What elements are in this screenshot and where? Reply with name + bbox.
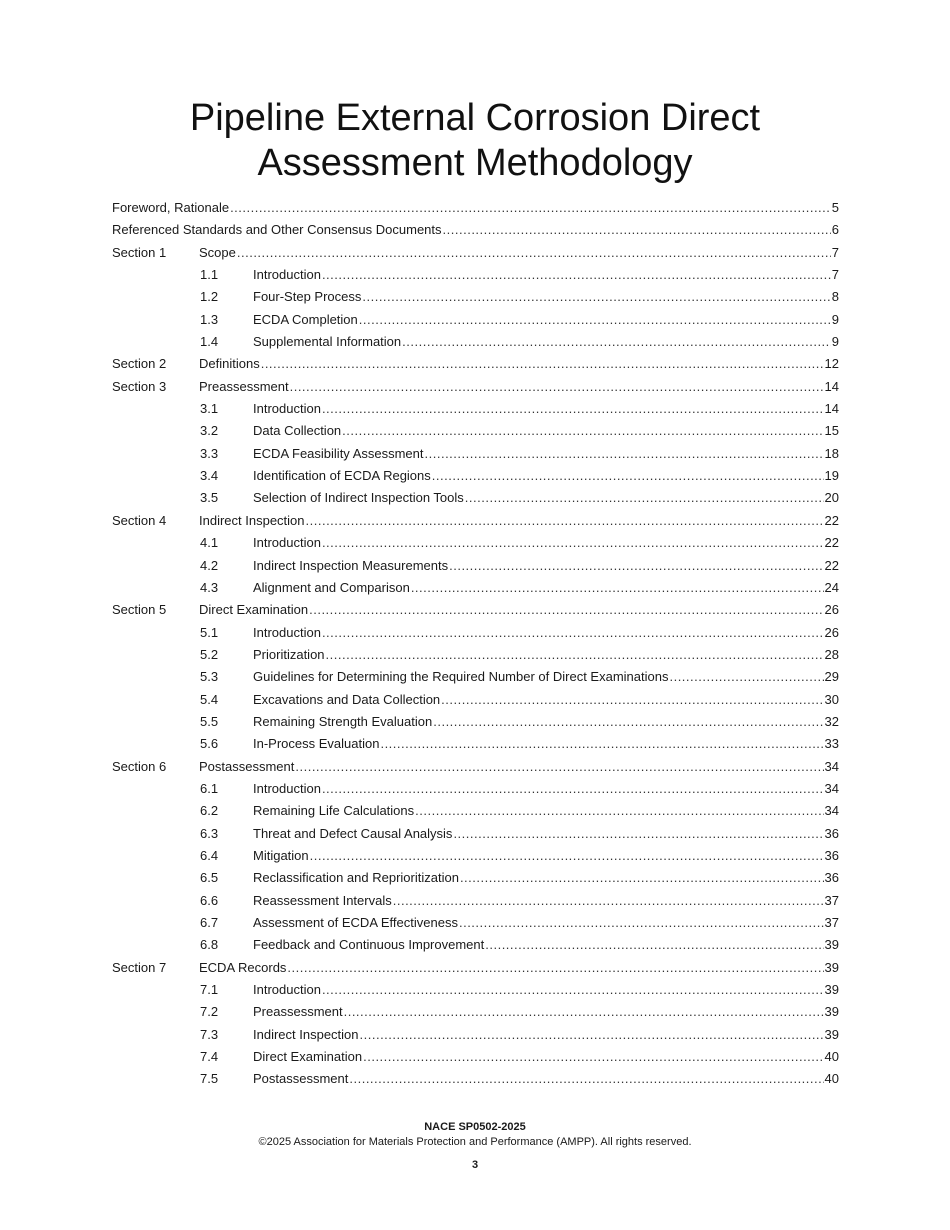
- toc-entry[interactable]: [112, 510, 839, 532]
- toc-subsection-number: 3.1: [200, 401, 219, 417]
- toc-subsection-number: 5.3: [200, 669, 219, 685]
- toc-subsection-number: 4.2: [200, 557, 219, 573]
- dot-leader: [310, 845, 824, 867]
- toc-entry-line: [253, 443, 839, 465]
- toc-page-number: 9: [831, 311, 839, 327]
- toc-subsection-number: 5.2: [200, 646, 219, 662]
- toc-entry-title: ECDA Feasibility Assessment: [253, 445, 424, 461]
- toc-page-number: 30: [824, 691, 839, 707]
- toc-entry-line: [199, 957, 839, 979]
- toc-page-number: 39: [824, 1004, 839, 1020]
- toc-entry-line: [253, 1068, 839, 1090]
- toc-entry[interactable]: [112, 756, 839, 778]
- dot-leader: [344, 1001, 824, 1023]
- toc-entry-title: Introduction: [253, 982, 321, 998]
- dot-leader: [322, 264, 831, 286]
- toc-entry-title: Data Collection: [253, 423, 342, 439]
- toc-subsection-number: 6.6: [200, 892, 219, 908]
- toc-entry-line: [253, 890, 839, 912]
- toc-entry-title: Identification of ECDA Regions: [253, 468, 431, 484]
- toc-page-number: 5: [831, 200, 839, 215]
- toc-entry-line: [253, 711, 839, 733]
- toc-entry-title: Remaining Life Calculations: [253, 803, 415, 819]
- toc-entry[interactable]: [112, 555, 839, 577]
- toc-entry-line: [253, 867, 839, 889]
- toc-entry[interactable]: [112, 845, 839, 867]
- toc-entry-title: Indirect Inspection: [199, 512, 305, 528]
- toc-entry-title: Indirect Inspection Measurements: [253, 557, 449, 573]
- dot-leader: [449, 555, 823, 577]
- toc-entry-line: [253, 532, 839, 554]
- title-line-2: Assessment Methodology: [257, 142, 693, 184]
- document-title: [0, 96, 950, 186]
- toc-entry-line: [253, 666, 839, 688]
- toc-entry[interactable]: [112, 867, 839, 889]
- toc-page-number: 6: [831, 222, 839, 238]
- toc-entry[interactable]: [112, 778, 839, 800]
- toc-subsection-number: 6.2: [200, 803, 219, 819]
- toc-page-number: 28: [824, 646, 839, 662]
- toc-subsection-number: 4.1: [200, 535, 219, 551]
- dot-leader: [669, 666, 823, 688]
- toc-entry[interactable]: [112, 644, 839, 666]
- dot-leader: [443, 219, 831, 241]
- toc-entry-line: [253, 1024, 839, 1046]
- toc-page-number: 22: [824, 512, 839, 528]
- toc-page-number: 34: [824, 758, 839, 774]
- dot-leader: [322, 778, 824, 800]
- toc-entry-title: Feedback and Continuous Improvement: [253, 937, 485, 953]
- toc-entry-line: [199, 599, 839, 621]
- toc-entry[interactable]: [112, 487, 839, 509]
- toc-entry[interactable]: [112, 912, 839, 934]
- toc-subsection-number: 7.1: [200, 982, 219, 998]
- dot-leader: [485, 934, 823, 956]
- toc-section-label: Section 6: [112, 758, 167, 774]
- toc-page-number: 32: [824, 713, 839, 729]
- toc-subsection-number: 3.5: [200, 490, 219, 506]
- toc-entry-title: Referenced Standards and Other Consensus Documents: [112, 222, 442, 238]
- toc-subsection-number: 7.5: [200, 1071, 219, 1087]
- toc-subsection-number: 1.4: [200, 334, 219, 350]
- toc-page-number: 33: [824, 736, 839, 752]
- toc-section-label: Section 4: [112, 512, 167, 528]
- toc-subsection-number: 1.2: [200, 289, 219, 305]
- toc-entry-title: Definitions: [199, 356, 260, 372]
- dot-leader: [425, 443, 824, 465]
- toc-entry-title: Excavations and Data Collection: [253, 691, 441, 707]
- toc-entry[interactable]: [112, 733, 839, 755]
- dot-leader: [360, 1024, 824, 1046]
- toc-page-number: 14: [824, 378, 839, 394]
- toc-page-number: 8: [831, 289, 839, 305]
- dot-leader: [261, 353, 824, 375]
- toc-entry-line: [253, 934, 839, 956]
- toc-entry-line: [253, 823, 839, 845]
- toc-entry-line: [199, 756, 839, 778]
- toc-page-number: 40: [824, 1049, 839, 1065]
- dot-leader: [326, 644, 824, 666]
- dot-leader: [459, 912, 824, 934]
- toc-entry[interactable]: [112, 376, 839, 398]
- toc-entry[interactable]: [112, 1024, 839, 1046]
- dot-leader: [460, 867, 824, 889]
- dot-leader: [402, 331, 831, 353]
- toc-entry-title: Postassessment: [199, 758, 295, 774]
- toc-page-number: 26: [824, 602, 839, 618]
- page-number: 3: [471, 1159, 479, 1171]
- dot-leader: [309, 599, 823, 621]
- toc-entry-line: [253, 465, 839, 487]
- toc-page-number: 37: [824, 915, 839, 930]
- toc-entry-line: [253, 331, 839, 353]
- dot-leader: [433, 711, 823, 733]
- toc-subsection-number: 5.4: [200, 691, 219, 707]
- toc-entry[interactable]: [112, 711, 839, 733]
- toc-entry[interactable]: [112, 823, 839, 845]
- toc-entry-title: ECDA Completion: [253, 311, 358, 327]
- toc-entry-title: Supplemental Information: [253, 334, 402, 350]
- toc-entry[interactable]: [112, 1001, 839, 1023]
- toc-subsection-number: 4.3: [200, 579, 219, 595]
- toc-subsection-number: 6.5: [200, 870, 219, 886]
- toc-entry[interactable]: [112, 197, 839, 219]
- toc-entry-line: [253, 979, 839, 1001]
- toc-page-number: 19: [824, 468, 839, 484]
- toc-entry-title: Introduction: [253, 780, 321, 796]
- toc-subsection-number: 5.6: [200, 736, 219, 752]
- toc-entry[interactable]: [112, 443, 839, 465]
- toc-entry-line: [253, 622, 839, 644]
- toc-page-number: 7: [831, 244, 839, 260]
- toc-entry[interactable]: [112, 979, 839, 1001]
- toc-page-number: 40: [824, 1071, 839, 1087]
- toc-entry[interactable]: [112, 532, 839, 554]
- toc-entry[interactable]: [112, 890, 839, 912]
- toc-entry-title: Preassessment: [199, 378, 289, 394]
- toc-subsection-number: 6.4: [200, 847, 219, 863]
- dot-leader: [295, 756, 823, 778]
- toc-entry-line: [253, 264, 839, 286]
- toc-entry-title: Introduction: [253, 267, 321, 283]
- dot-leader: [237, 242, 831, 264]
- toc-page-number: 24: [824, 579, 839, 595]
- page-footer: [0, 1120, 950, 1173]
- toc-subsection-number: 7.3: [200, 1026, 219, 1042]
- toc-entry-title: Reassessment Intervals: [253, 892, 392, 908]
- toc-entry-line: [112, 219, 839, 241]
- toc-page-number: 34: [824, 780, 839, 796]
- toc-entry[interactable]: [112, 599, 839, 621]
- toc-entry[interactable]: [112, 219, 839, 241]
- toc-entry-title: In-Process Evaluation: [253, 736, 380, 752]
- toc-entry-title: Guidelines for Determining the Required Number of Direct Examinations: [253, 669, 669, 685]
- dot-leader: [322, 532, 824, 554]
- toc-entry-title: Mitigation: [253, 847, 309, 863]
- toc-page-number: 20: [824, 490, 839, 506]
- toc-subsection-number: 5.1: [200, 624, 219, 640]
- dot-leader: [411, 577, 824, 599]
- toc-page-number: 12: [824, 356, 839, 372]
- toc-entry-title: Introduction: [253, 624, 321, 640]
- dot-leader: [322, 398, 824, 420]
- dot-leader: [393, 890, 824, 912]
- dot-leader: [287, 957, 823, 979]
- toc-entry-title: Assessment of ECDA Effectiveness: [253, 915, 458, 930]
- dot-leader: [359, 309, 831, 331]
- toc-entry[interactable]: [112, 242, 839, 264]
- toc-subsection-number: 6.8: [200, 937, 219, 953]
- toc-entry[interactable]: [112, 666, 839, 688]
- toc-section-label: Section 3: [112, 378, 167, 394]
- toc-subsection-number: 1.1: [200, 267, 219, 283]
- toc-entry-line: [199, 353, 839, 375]
- toc-entry-line: [199, 242, 839, 264]
- dot-leader: [290, 376, 824, 398]
- toc-entry-line: [253, 1001, 839, 1023]
- dot-leader: [230, 197, 831, 219]
- toc-entry-title: ECDA Records: [199, 959, 287, 975]
- dot-leader: [465, 487, 824, 509]
- dot-leader: [322, 979, 824, 1001]
- dot-leader: [380, 733, 823, 755]
- toc-page-number: 14: [824, 401, 839, 417]
- toc-entry-line: [253, 644, 839, 666]
- toc-entry-title: Introduction: [253, 401, 321, 417]
- toc-section-label: Section 1: [112, 244, 167, 260]
- toc-entry-line: [199, 510, 839, 532]
- dot-leader: [363, 1046, 823, 1068]
- toc-subsection-number: 6.3: [200, 825, 219, 841]
- toc-page-number: 36: [824, 870, 839, 886]
- toc-page-number: 22: [824, 535, 839, 551]
- toc-page-number: 36: [824, 847, 839, 863]
- toc-page-number: 29: [824, 669, 839, 685]
- dot-leader: [342, 420, 823, 442]
- toc-entry-title: Four-Step Process: [253, 289, 362, 305]
- toc-entry[interactable]: [112, 309, 839, 331]
- toc-subsection-number: 3.3: [200, 445, 219, 461]
- toc-entry[interactable]: [112, 800, 839, 822]
- dot-leader: [453, 823, 823, 845]
- toc-entry-line: [253, 733, 839, 755]
- toc-subsection-number: 7.2: [200, 1004, 219, 1020]
- toc-entry-title: Threat and Defect Causal Analysis: [253, 825, 453, 841]
- toc-entry[interactable]: [112, 689, 839, 711]
- toc-entry-title: Foreword, Rationale: [112, 200, 230, 215]
- toc-entry[interactable]: [112, 353, 839, 375]
- copyright-notice: ©2025 Association for Materials Protection and Performance (AMPP). All rights reserved.: [258, 1136, 692, 1148]
- toc-page-number: 7: [831, 267, 839, 283]
- toc-entry[interactable]: [112, 398, 839, 420]
- toc-entry-line: [253, 800, 839, 822]
- toc-page-number: 39: [824, 959, 839, 975]
- toc-entry-line: [112, 197, 839, 219]
- dot-leader: [349, 1068, 823, 1090]
- dot-leader: [432, 465, 824, 487]
- toc-subsection-number: 6.7: [200, 915, 219, 930]
- toc-entry[interactable]: [112, 934, 839, 956]
- toc-subsection-number: 7.4: [200, 1049, 219, 1065]
- toc-entry[interactable]: [112, 264, 839, 286]
- toc-entry[interactable]: [112, 957, 839, 979]
- toc-entry[interactable]: [112, 622, 839, 644]
- toc-entry-line: [253, 778, 839, 800]
- toc-entry[interactable]: [112, 465, 839, 487]
- dot-leader: [306, 510, 824, 532]
- dot-leader: [322, 622, 824, 644]
- toc-subsection-number: 6.1: [200, 780, 219, 796]
- toc-entry-title: Scope: [199, 244, 236, 260]
- toc-entry-line: [253, 286, 839, 308]
- toc-entry-title: Direct Examination: [199, 602, 309, 618]
- toc-section-label: Section 7: [112, 959, 167, 975]
- toc-page-number: 37: [824, 892, 839, 908]
- toc-subsection-number: 5.5: [200, 713, 219, 729]
- toc-section-label: Section 2: [112, 356, 167, 372]
- toc-page-number: 26: [824, 624, 839, 640]
- toc-entry-line: [253, 555, 839, 577]
- toc-entry[interactable]: [112, 1046, 839, 1068]
- table-of-contents: [112, 197, 839, 1091]
- toc-page-number: 39: [824, 937, 839, 953]
- toc-entry[interactable]: [112, 577, 839, 599]
- toc-entry-title: Reclassification and Reprioritization: [253, 870, 459, 886]
- toc-entry-line: [253, 487, 839, 509]
- toc-subsection-number: 1.3: [200, 311, 219, 327]
- toc-page-number: 36: [824, 825, 839, 841]
- title-line-1: Pipeline External Corrosion Direct: [189, 97, 761, 139]
- toc-entry-line: [253, 309, 839, 331]
- toc-entry-line: [253, 1046, 839, 1068]
- toc-entry[interactable]: [112, 420, 839, 442]
- toc-entry-line: [199, 376, 839, 398]
- toc-entry-title: Alignment and Comparison: [253, 579, 410, 595]
- toc-page-number: 39: [824, 1026, 839, 1042]
- toc-entry[interactable]: [112, 286, 839, 308]
- toc-entry-title: Introduction: [253, 535, 321, 551]
- toc-entry-title: Remaining Strength Evaluation: [253, 713, 433, 729]
- toc-entry-title: Postassessment: [253, 1071, 349, 1087]
- dot-leader: [362, 286, 830, 308]
- toc-entry-line: [253, 577, 839, 599]
- toc-entry-line: [253, 420, 839, 442]
- toc-page-number: 34: [824, 803, 839, 819]
- toc-entry-title: Prioritization: [253, 646, 325, 662]
- standard-designation: NACE SP0502-2025: [424, 1121, 526, 1133]
- toc-entry-title: Preassessment: [253, 1004, 343, 1020]
- toc-entry-line: [253, 845, 839, 867]
- toc-entry-title: Indirect Inspection: [253, 1026, 359, 1042]
- toc-page-number: 15: [824, 423, 839, 439]
- dot-leader: [441, 689, 823, 711]
- toc-entry[interactable]: [112, 331, 839, 353]
- toc-entry[interactable]: [112, 1068, 839, 1090]
- toc-page-number: 18: [824, 445, 839, 461]
- toc-section-label: Section 5: [112, 602, 167, 618]
- toc-entry-title: Direct Examination: [253, 1049, 363, 1065]
- toc-entry-line: [253, 398, 839, 420]
- toc-page-number: 9: [831, 334, 839, 350]
- toc-entry-line: [253, 689, 839, 711]
- toc-page-number: 39: [824, 982, 839, 998]
- dot-leader: [415, 800, 823, 822]
- toc-entry-title: Selection of Indirect Inspection Tools: [253, 490, 464, 506]
- toc-subsection-number: 3.2: [200, 423, 219, 439]
- toc-entry-line: [253, 912, 839, 934]
- toc-subsection-number: 3.4: [200, 468, 219, 484]
- toc-page-number: 22: [824, 557, 839, 573]
